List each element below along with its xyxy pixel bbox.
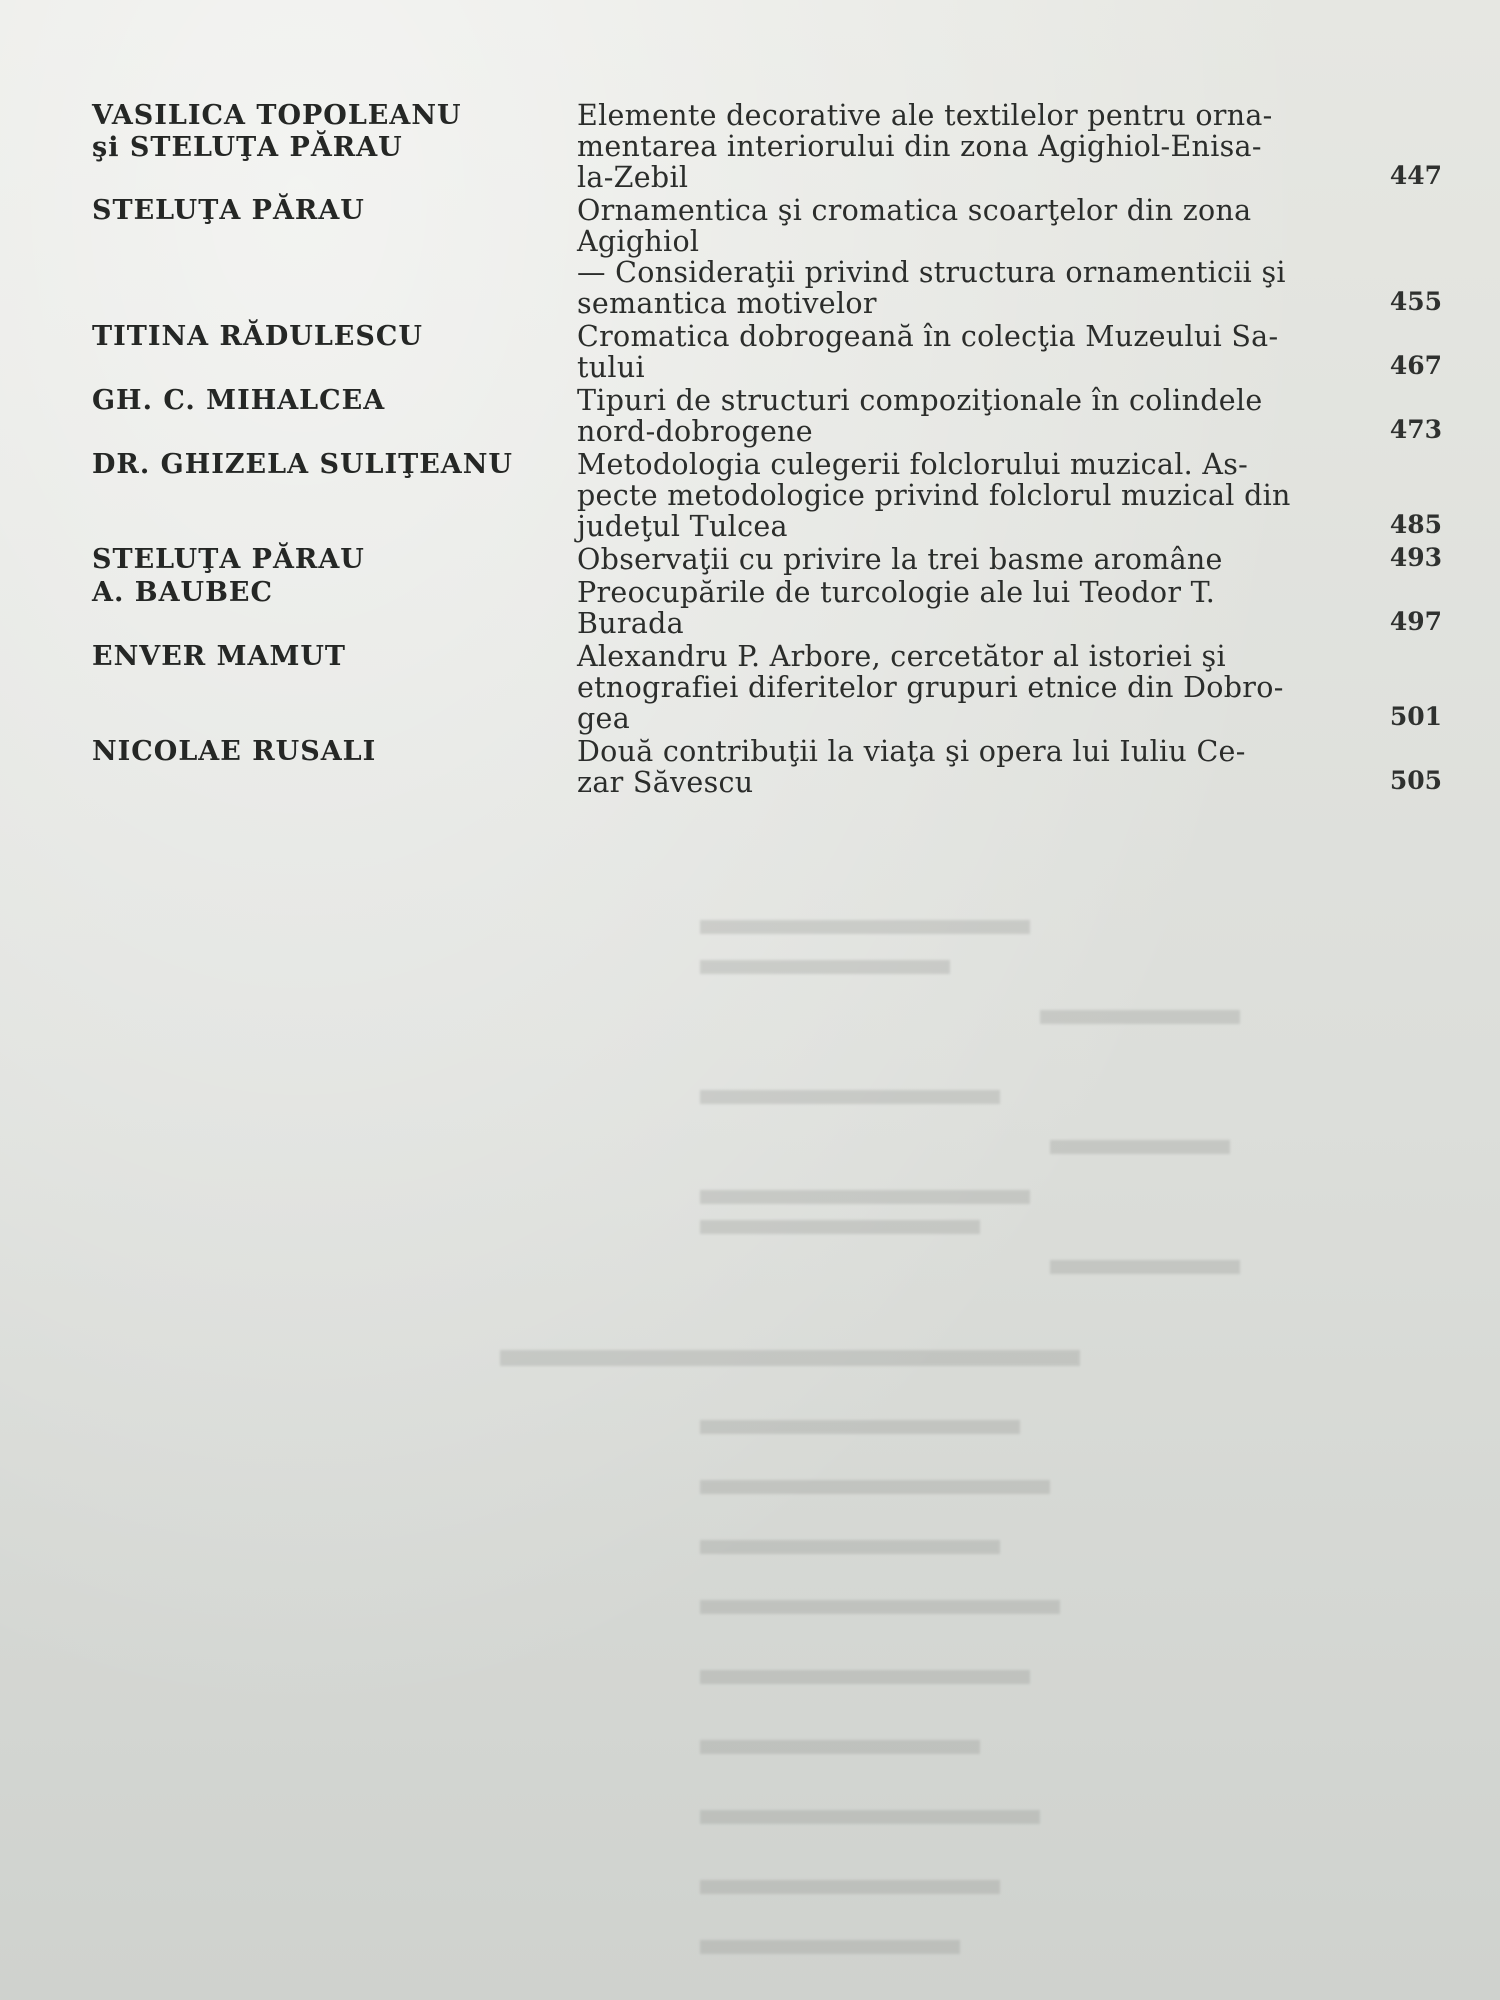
entry-page-number: 493 <box>1389 543 1442 572</box>
title-line: etnografiei diferitelor grupuri etnice din Dobro- <box>577 671 1284 704</box>
entry-page-number: 473 <box>1389 415 1442 444</box>
toc-entry <box>92 544 1442 575</box>
toc-entry <box>92 100 1442 193</box>
title-line: Două contribuţii la viaţa şi opera lui Iuliu Ce- <box>577 735 1246 768</box>
bleed-through-mark <box>700 1190 1030 1204</box>
title-line: nord-dobrogene <box>577 415 813 448</box>
author-line: STELUŢA PĂRAU <box>92 544 365 575</box>
bleed-through-mark <box>700 1090 1000 1104</box>
title-line: Burada <box>577 607 684 640</box>
title-line: Alexandru P. Arbore, cercetător al istoriei şi <box>577 640 1226 673</box>
title-line: mentarea interiorului din zona Agighiol-Enisa- <box>577 130 1262 163</box>
bleed-through-mark <box>700 1880 1000 1894</box>
author-line: VASILICA TOPOLEANU <box>92 100 462 131</box>
entry-title <box>577 544 1347 575</box>
entry-title <box>577 736 1347 798</box>
author-line: A. BAUBEC <box>92 577 273 608</box>
title-line: zar Săvescu <box>577 766 754 799</box>
title-line: Tipuri de structuri compoziţionale în colindele <box>577 384 1263 417</box>
title-line: pecte metodologice privind folclorul muzical din <box>577 479 1291 512</box>
bleed-through-mark <box>700 1480 1050 1494</box>
title-line: Cromatica dobrogeană în colecţia Muzeului Sa- <box>577 320 1279 353</box>
entry-author <box>92 736 552 768</box>
entry-page-number: 485 <box>1389 510 1442 539</box>
entry-title <box>577 577 1347 639</box>
title-line: — Consideraţii privind structura ornamenticii şi <box>577 256 1286 289</box>
title-line: semantica motivelor <box>577 287 877 320</box>
author-line: GH. C. MIHALCEA <box>92 385 386 416</box>
bleed-through-mark <box>1040 1010 1240 1024</box>
bleed-through-mark <box>500 1350 1080 1366</box>
entry-author <box>92 449 552 481</box>
bleed-through-mark <box>700 1740 980 1754</box>
entry-author <box>92 321 552 353</box>
author-line: TITINA RĂDULESCU <box>92 321 423 352</box>
toc-entry <box>92 449 1442 542</box>
entry-page-number: 455 <box>1389 287 1442 316</box>
toc-entry <box>92 385 1442 447</box>
title-line: judeţul Tulcea <box>577 510 788 543</box>
entry-title <box>577 449 1347 542</box>
bleed-through-mark <box>700 1420 1020 1434</box>
bleed-through-mark <box>700 1940 960 1954</box>
bleed-through-mark <box>700 1540 1000 1554</box>
title-line: Metodologia culegerii folclorului muzical. As- <box>577 448 1249 481</box>
title-line: Observaţii cu privire la trei basme aromâne <box>577 543 1223 576</box>
entry-title <box>577 100 1347 193</box>
bleed-through-mark <box>1050 1140 1230 1154</box>
entry-author <box>92 641 552 673</box>
bleed-through-mark <box>700 1810 1040 1824</box>
bleed-through-mark <box>700 960 950 974</box>
entry-author <box>92 195 552 227</box>
bleed-through-mark <box>700 1220 980 1234</box>
entry-page-number: 447 <box>1389 161 1442 190</box>
entry-title <box>577 195 1347 319</box>
title-line: tului <box>577 351 645 384</box>
entry-page-number: 497 <box>1389 607 1442 636</box>
entry-author <box>92 544 552 576</box>
bleed-through-mark <box>1050 1260 1240 1274</box>
author-line: şi STELUŢA PĂRAU <box>92 132 403 163</box>
entry-title <box>577 321 1347 383</box>
entry-author <box>92 385 552 417</box>
author-line: STELUŢA PĂRAU <box>92 195 365 226</box>
author-line: DR. GHIZELA SULIŢEANU <box>92 449 513 480</box>
entry-page-number: 501 <box>1389 702 1442 731</box>
bleed-through-mark <box>700 1600 1060 1614</box>
bleed-through-mark <box>700 1670 1030 1684</box>
entry-page-number: 467 <box>1389 351 1442 380</box>
title-line: Ornamentica şi cromatica scoarţelor din zona <box>577 194 1252 227</box>
title-line: Preocupările de turcologie ale lui Teodor T. <box>577 576 1216 609</box>
entry-page-number: 505 <box>1389 766 1442 795</box>
author-line: ENVER MAMUT <box>92 641 346 672</box>
title-line: gea <box>577 702 631 735</box>
author-line: NICOLAE RUSALI <box>92 736 377 767</box>
table-of-contents <box>92 100 1442 800</box>
toc-entry <box>92 641 1442 734</box>
title-line: Agighiol <box>577 225 700 258</box>
bleed-through-mark <box>700 920 1030 934</box>
entry-title <box>577 385 1347 447</box>
entry-title <box>577 641 1347 734</box>
entry-author <box>92 100 552 164</box>
title-line: la-Zebil <box>577 161 689 194</box>
toc-entry <box>92 321 1442 383</box>
toc-entry <box>92 736 1442 798</box>
entry-author <box>92 577 552 609</box>
toc-entry <box>92 195 1442 319</box>
toc-entry <box>92 577 1442 639</box>
title-line: Elemente decorative ale textilelor pentru orna- <box>577 99 1273 132</box>
